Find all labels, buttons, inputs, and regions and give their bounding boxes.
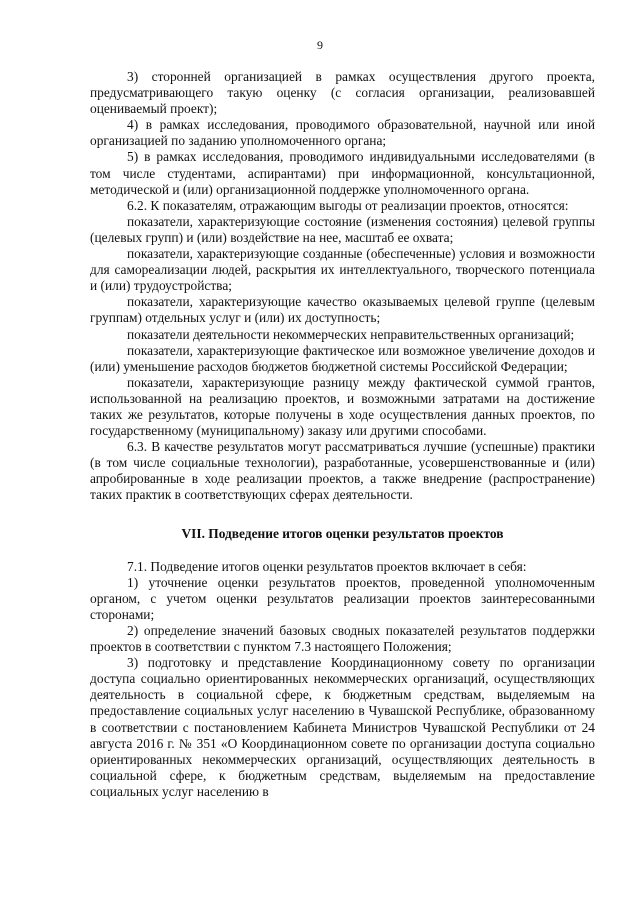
paragraph-7-1-item-3: 3) подготовку и представление Координационному совету по организации доступа социально ориентированных некоммерческих организаций, осуществляющих деятельность в социальной сфере, к бюджетным средствам, выделяемым на предоставление социальных услуг населению в Чувашской Республике, образованному в соответствии с постановлением Кабинета Министров Чувашской Республики от 24 августа 2016 г. № 351 «О Координационном совете по организации доступа социально ориентированных некоммерческих организаций, осуществляющих деятельность в социальной сфере, к бюджетным средствам, выделяемым на предоставление социальных услуг населению в <box>90 655 595 799</box>
page-number: 9 <box>317 38 323 52</box>
indicator-budget: показатели, характеризующие фактическое или возможное увеличение доходов и (или) уменьшение расходов бюджетов бюджетной системы Российской Федерации; <box>90 342 595 374</box>
indicator-conditions: показатели, характеризующие созданные (обеспеченные) условия и возможности для самореализации людей, раскрытия их интеллектуального, творческого потенциала и (или) трудоустройства; <box>90 246 595 294</box>
paragraph-item-4: 4) в рамках исследования, проводимого образовательной, научной или иной организацией по заданию уполномоченного органа; <box>90 117 595 149</box>
section-heading: VII. Подведение итогов оценки результатов проектов <box>181 525 504 541</box>
indicator-ngo-activity: показатели деятельности некоммерческих неправительственных организаций; <box>127 326 575 342</box>
paragraph-7-1: 7.1. Подведение итогов оценки результатов проектов включает в себя: <box>127 558 527 574</box>
paragraph-6-3: 6.3. В качестве результатов могут рассматриваться лучшие (успешные) практики (в том числе социальные технологии), разработанные, усовершенствованные и (или) апробированные в ходе реализации проектов, а также внедрение (распространение) таких практик в соответствующих сферах деятельности. <box>90 439 595 503</box>
indicator-quality: показатели, характеризующие качество оказываемых целевой группе (целевым группам) отдельных услуг и (или) их доступность; <box>90 294 595 326</box>
paragraph-6-2: 6.2. К показателям, отражающим выгоды от реализации проектов, относятся: <box>127 197 569 213</box>
paragraph-7-1-item-2: 2) определение значений базовых сводных показателей результатов поддержки проектов в соответствии с пунктом 7.3 настоящего Положения; <box>90 623 595 655</box>
document-body <box>90 69 595 800</box>
indicator-grant-difference: показатели, характеризующие разницу между фактической суммой грантов, использованной на реализацию проектов, и возможными затратами на достижение таких же результатов, которые получены в ходе осуществления данных проектов, по государственному (муниципальному) заказу или другими способами. <box>90 374 595 439</box>
paragraph-7-1-item-1: 1) уточнение оценки результатов проектов, проведенной уполномоченным органом, с учетом оценки результатов реализации проектов заинтересованными сторонами; <box>90 574 595 622</box>
paragraph-item-3: 3) сторонней организацией в рамках осуществления другого проекта, предусматривающего такую оценку (с согласия организации, реализовавшей оцениваемый проект); <box>90 69 595 117</box>
indicator-target-group: показатели, характеризующие состояние (изменения состояния) целевой группы (целевых групп) и (или) воздействие на нее, масштаб ее охвата; <box>90 213 595 245</box>
paragraph-item-5: 5) в рамках исследования, проводимого индивидуальными исследователями (в том числе студентами, аспирантами) при информационной, консультационной, методической и (или) организационной поддержке уполномоченного органа. <box>90 149 595 197</box>
